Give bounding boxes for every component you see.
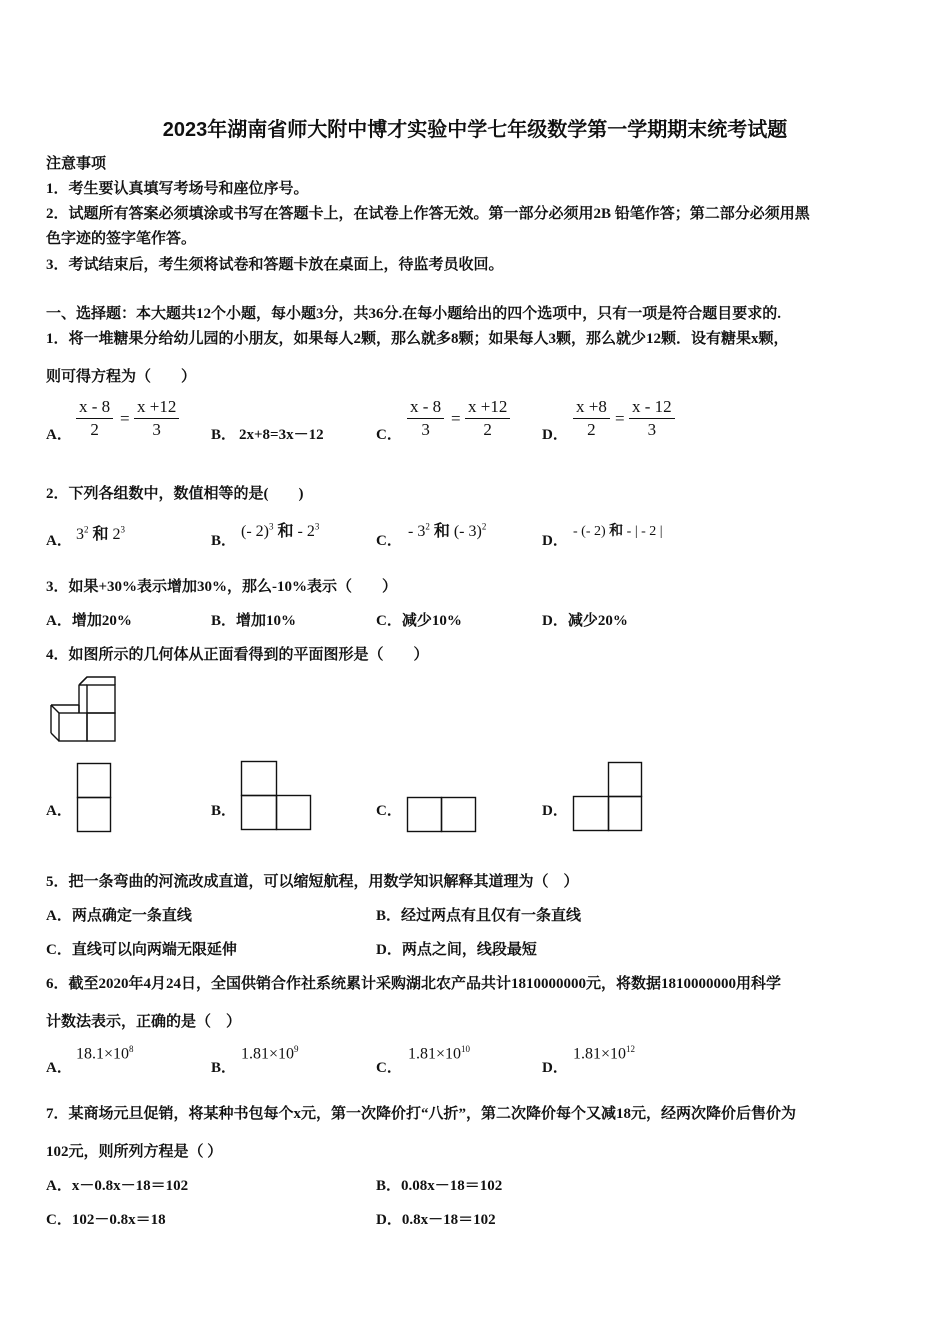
q7-stem-line1: 7．某商场元旦促销，将某种书包每个x元，第一次降价打“八折”，第二次降价每个又减18元，经两次降价后售价为 [46,1106,797,1122]
note-item-1: 1．考生要认真填写考场号和座位序号。 [46,181,309,197]
q4-option-d-figure [573,762,643,832]
q6-stem-line2: 计数法表示，正确的是（ ） [46,1014,242,1030]
equals-sign: = [615,409,625,428]
q7-option-c[interactable]: C．102－0.8x＝18 [46,1212,166,1228]
q2-a-expression: $3^2$ 和 $2^3$ [76,524,126,543]
q3-option-a[interactable]: A．增加20% [46,613,132,629]
q4-option-d-label[interactable]: D． [542,803,568,819]
numerator: x - 8 [76,396,113,419]
q3-option-b[interactable]: B．增加10% [211,613,297,629]
numerator: x +12 [465,396,510,419]
q6-d-value: $1.81\times 10^{12}$ [573,1044,636,1063]
equals-sign: = [451,409,461,428]
q4-option-a-figure [77,763,111,833]
denominator: 2 [483,420,492,439]
q4-option-b-label[interactable]: B． [211,803,237,819]
q1-a-right-fraction [134,396,179,441]
q6-c-value: $1.81\times 10^{10}$ [408,1044,471,1063]
q7-option-a[interactable]: A．x－0.8x－18＝102 [46,1178,189,1194]
q1-d-left-fraction [573,396,610,441]
q1-option-d-label[interactable]: D． [542,427,568,443]
section-1-heading: 一、选择题：本大题共12个小题，每小题3分，共36分.在每小题给出的四个选项中，只有一项是符合题目要求的. [46,306,782,322]
q1-stem-line2: 则可得方程为（ ） [46,369,197,385]
note-item-2-cont: 色字迹的签字笔作答。 [46,231,197,247]
note-item-2: 2．试题所有答案必须填涂或书写在答题卡上，在试卷上作答无效。第一部分必须用2B 铅笔作答；第二部分必须用黑 [46,206,810,222]
q4-option-c-figure [407,797,477,833]
q5-stem: 5．把一条弯曲的河流改成直道，可以缩短航程，用数学知识解释其道理为（ ） [46,874,579,890]
numerator: x +8 [573,396,610,419]
denominator: 3 [421,420,430,439]
note-item-3: 3．考试结束后，考生须将试卷和答题卡放在桌面上，待监考员收回。 [46,257,504,273]
q7-option-b[interactable]: B．0.08x－18＝102 [376,1178,503,1194]
q1-stem-line1: 1．将一堆糖果分给幼儿园的小朋友，如果每人2颗，那么就多8颗；如果每人3颗，那么就少12颗．设有糖果x颗， [46,331,789,347]
q4-option-b-figure [241,761,311,831]
numerator: x - 8 [407,396,444,419]
q3-stem: 3．如果+30%表示增加30%，那么-10%表示（ ） [46,579,398,595]
q1-c-left-fraction [407,396,444,441]
q6-b-value: $1.81\times 10^9$ [241,1044,299,1063]
q5-option-d[interactable]: D．两点之间，线段最短 [376,942,537,958]
denominator: 3 [647,420,657,439]
equals-sign: = [120,409,130,428]
q2-option-b-label[interactable]: B． [211,533,237,549]
denominator: 3 [152,420,161,439]
q6-option-c-label[interactable]: C． [376,1060,402,1076]
q1-option-a-label[interactable]: A． [46,427,72,443]
denominator: 2 [90,420,99,439]
q2-option-d-label[interactable]: D． [542,533,568,549]
q6-option-b-label[interactable]: B． [211,1060,237,1076]
q6-option-a-label[interactable]: A． [46,1060,72,1076]
q4-option-c-label[interactable]: C． [376,803,402,819]
q7-stem-line2: 102元，则所列方程是（ ） [46,1144,223,1160]
q2-stem: 2．下列各组数中，数值相等的是( ) [46,486,304,502]
q1-option-c-label[interactable]: C． [376,427,402,443]
q3-option-d[interactable]: D．减少20% [542,613,628,629]
numerator: x +12 [134,396,179,419]
q4-solid-figure [46,675,118,745]
denominator: 2 [587,420,596,439]
q4-option-a-label[interactable]: A． [46,803,72,819]
q6-stem-line1: 6．截至2020年4月24日，全国供销合作社系统累计采购湖北农产品共计1810000000元，将数据1810000000用科学 [46,976,782,992]
q5-option-c[interactable]: C．直线可以向两端无限延伸 [46,942,237,958]
q5-option-b[interactable]: B．经过两点有且仅有一条直线 [376,908,582,924]
page-title: 2023年湖南省师大附中博才实验中学七年级数学第一学期期末统考试题 [162,119,788,141]
q1-d-right-fraction [629,396,675,441]
q5-option-a[interactable]: A．两点确定一条直线 [46,908,192,924]
numerator: x - 12 [629,396,675,419]
q1-c-right-fraction [465,396,510,441]
q2-b-expression: (- 2)$^3$ 和 - $2^3$ [241,521,320,540]
q4-stem: 4．如图所示的几何体从正面看得到的平面图形是（ ） [46,647,429,663]
q1-option-b-label[interactable]: B． [211,427,237,443]
q2-d-expression: - (- 2) 和 - | - 2 | [573,524,663,539]
q3-option-c[interactable]: C．减少10% [376,613,462,629]
q6-option-d-label[interactable]: D． [542,1060,568,1076]
notes-heading: 注意事项 [46,156,107,172]
q7-option-d[interactable]: D．0.8x－18＝102 [376,1212,496,1228]
q1-a-left-fraction [76,396,113,441]
q2-option-c-label[interactable]: C． [376,533,402,549]
q2-option-a-label[interactable]: A． [46,533,72,549]
q6-a-value: $18.1\times 10^8$ [76,1044,134,1063]
q2-c-expression: - $3^2$ 和 (- 3)$^2$ [408,521,487,540]
q1-option-b-text: 2x+8=3x－12 [239,427,324,443]
